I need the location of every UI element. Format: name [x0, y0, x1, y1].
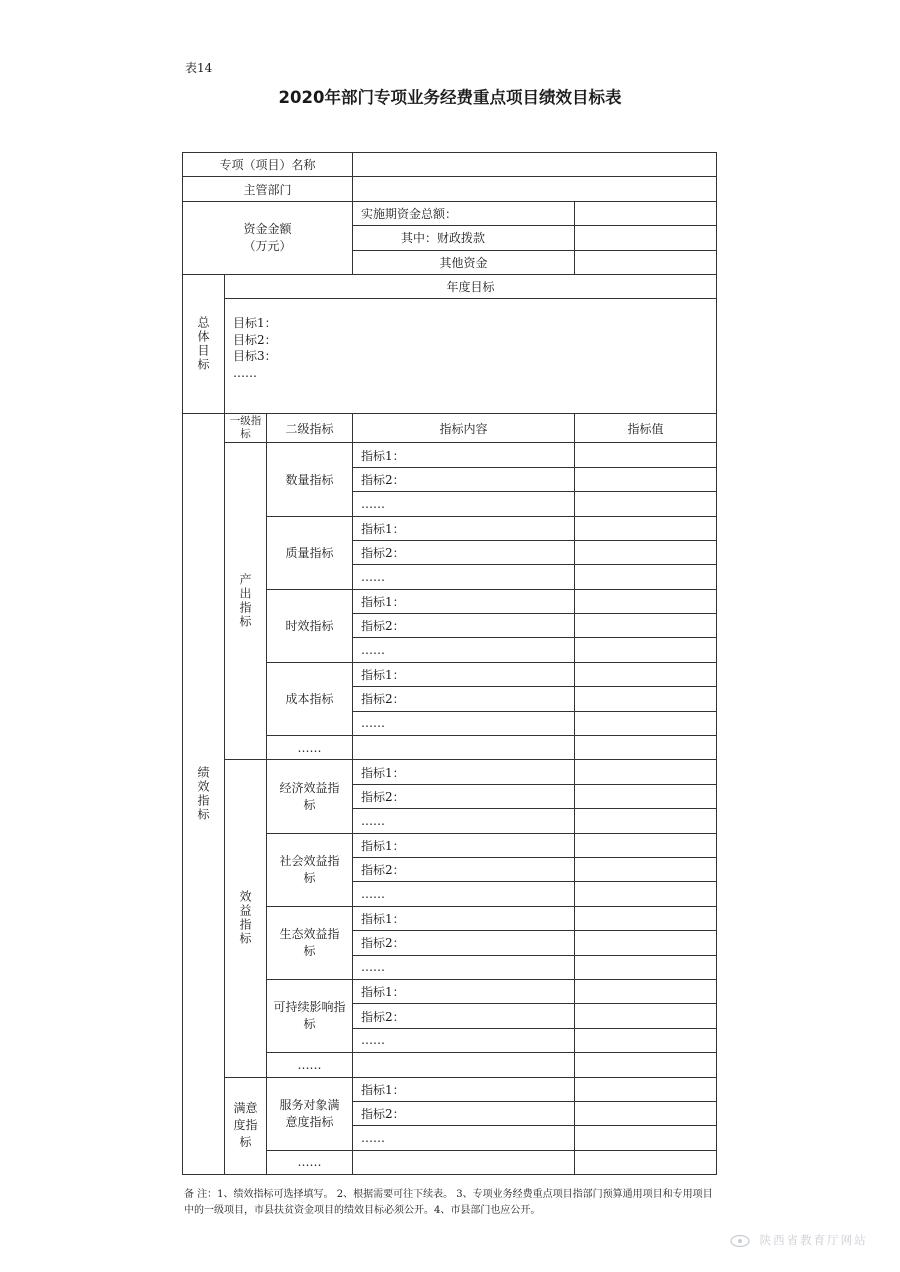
benefit-group-social: 社会效益指标	[267, 833, 353, 906]
satisfaction-group-more: ……	[267, 1150, 353, 1174]
value-cell	[575, 540, 717, 564]
value-cell	[575, 784, 717, 808]
value-cell	[575, 662, 717, 686]
value-cell	[575, 857, 717, 881]
row-annual-goal-header	[183, 274, 717, 298]
performance-goal-table	[182, 152, 717, 1175]
value-cell	[575, 1053, 717, 1077]
value-cell	[575, 736, 717, 760]
table-number: 表14	[185, 61, 213, 75]
value-cell	[575, 955, 717, 979]
emblem-icon	[730, 1234, 750, 1248]
output-side	[225, 443, 267, 760]
row-project-name	[183, 153, 717, 177]
indicator-cell: 指标2：	[353, 687, 575, 711]
row-indicator-headers	[183, 414, 717, 443]
value-cell	[575, 906, 717, 930]
indicator-cell	[353, 736, 575, 760]
satisfaction-side: 满意度指标	[225, 1077, 267, 1175]
indicator-cell: ……	[353, 955, 575, 979]
value-cell	[575, 1004, 717, 1028]
fiscal-funds-label: 其中：财政拨款	[353, 226, 575, 250]
goal-item: 目标3：	[233, 349, 277, 364]
performance-side	[183, 414, 225, 1175]
indicator-cell	[353, 1053, 575, 1077]
indicator-cell: 指标1：	[353, 589, 575, 613]
indicator-cell: 指标2：	[353, 614, 575, 638]
performance-label: 绩效指标	[196, 766, 210, 823]
indicator-cell: 指标1：	[353, 979, 575, 1003]
goal-item: 目标2：	[233, 332, 277, 347]
other-funds-value	[575, 250, 717, 274]
indicator-cell: 指标2：	[353, 540, 575, 564]
indicator-cell: 指标1：	[353, 1077, 575, 1101]
goal-item: 目标1：	[233, 316, 277, 331]
fiscal-funds-value	[575, 226, 717, 250]
funds-label-line2: （万元）	[243, 238, 292, 253]
table-row	[183, 1077, 717, 1101]
value-cell	[575, 638, 717, 662]
content-header: 指标内容	[353, 414, 575, 443]
row-annual-goals	[183, 299, 717, 414]
value-cell	[575, 809, 717, 833]
table-row	[183, 760, 717, 784]
indicator-cell: 指标2：	[353, 467, 575, 491]
value-cell	[575, 467, 717, 491]
output-group-more: ……	[267, 736, 353, 760]
output-label: 产出指标	[238, 573, 252, 630]
project-name-value	[353, 153, 717, 177]
indicator-cell: 指标2：	[353, 784, 575, 808]
benefit-group-more: ……	[267, 1053, 353, 1077]
indicator-cell: ……	[353, 711, 575, 735]
indicator-cell: ……	[353, 1028, 575, 1052]
indicator-cell: ……	[353, 638, 575, 662]
indicator-cell	[353, 1150, 575, 1174]
output-group-quality: 质量指标	[267, 516, 353, 589]
value-cell	[575, 516, 717, 540]
value-cell	[575, 1101, 717, 1125]
total-funds-value	[575, 201, 717, 225]
level2-header: 二级指标	[267, 414, 353, 443]
level1-header: 一级指标	[225, 414, 267, 443]
indicator-cell: ……	[353, 492, 575, 516]
annual-goal-header: 年度目标	[225, 274, 717, 298]
row-total-funds	[183, 201, 717, 225]
table-row	[183, 443, 717, 467]
value-cell	[575, 1077, 717, 1101]
value-cell	[575, 760, 717, 784]
value-cell	[575, 687, 717, 711]
value-cell	[575, 931, 717, 955]
value-cell	[575, 443, 717, 467]
funds-label-line1: 资金金额	[243, 221, 292, 236]
goal-item: ……	[233, 365, 257, 380]
other-funds-label: 其他资金	[353, 250, 575, 274]
page-title: 2020年部门专项业务经费重点项目绩效目标表	[278, 88, 622, 107]
row-department	[183, 177, 717, 201]
indicator-cell: ……	[353, 882, 575, 906]
department-value	[353, 177, 717, 201]
value-cell	[575, 614, 717, 638]
benefit-group-ecological: 生态效益指标	[267, 906, 353, 979]
output-group-cost: 成本指标	[267, 662, 353, 735]
value-cell	[575, 565, 717, 589]
indicator-cell: ……	[353, 1126, 575, 1150]
indicator-cell: 指标1：	[353, 662, 575, 686]
benefit-group-sustainable: 可持续影响指标	[267, 979, 353, 1052]
indicator-cell: 指标1：	[353, 516, 575, 540]
value-cell	[575, 833, 717, 857]
total-funds-label: 实施期资金总额：	[353, 201, 575, 225]
value-cell	[575, 1028, 717, 1052]
benefit-label: 效益指标	[238, 890, 252, 947]
output-group-quantity: 数量指标	[267, 443, 353, 516]
value-header: 指标值	[575, 414, 717, 443]
overall-goal-side	[183, 274, 225, 413]
value-cell	[575, 492, 717, 516]
watermark-text: 陕西省教育厅网站	[759, 1233, 868, 1247]
value-cell	[575, 882, 717, 906]
indicator-cell: 指标1：	[353, 443, 575, 467]
footnote: 备 注：1、绩效指标可选择填写。 2、根据需要可往下续表。 3、专项业务经费重点项目指部门预算通用项目和专用项目中的一级项目，市县扶贫资金项目的绩效目标必须公开。4、市县部门也应公开。	[184, 1189, 713, 1216]
value-cell	[575, 711, 717, 735]
value-cell	[575, 1150, 717, 1174]
overall-goal-label: 总体目标	[196, 316, 210, 373]
indicator-cell: 指标2：	[353, 857, 575, 881]
value-cell	[575, 979, 717, 1003]
indicator-cell: 指标2：	[353, 1004, 575, 1028]
site-watermark	[730, 1232, 868, 1248]
output-group-timeliness: 时效指标	[267, 589, 353, 662]
department-label: 主管部门	[183, 177, 353, 201]
benefit-group-economic: 经济效益指标	[267, 760, 353, 833]
indicator-cell: 指标1：	[353, 906, 575, 930]
indicator-cell: ……	[353, 809, 575, 833]
indicator-cell: 指标2：	[353, 1101, 575, 1125]
benefit-side	[225, 760, 267, 1077]
value-cell	[575, 1126, 717, 1150]
annual-goals-cell	[225, 299, 717, 414]
indicator-cell: 指标1：	[353, 833, 575, 857]
value-cell	[575, 589, 717, 613]
indicator-cell: ……	[353, 565, 575, 589]
project-name-label: 专项（项目）名称	[183, 153, 353, 177]
funds-label	[183, 201, 353, 274]
indicator-cell: 指标1：	[353, 760, 575, 784]
indicator-cell: 指标2：	[353, 931, 575, 955]
satisfaction-group-service: 服务对象满意度指标	[267, 1077, 353, 1150]
